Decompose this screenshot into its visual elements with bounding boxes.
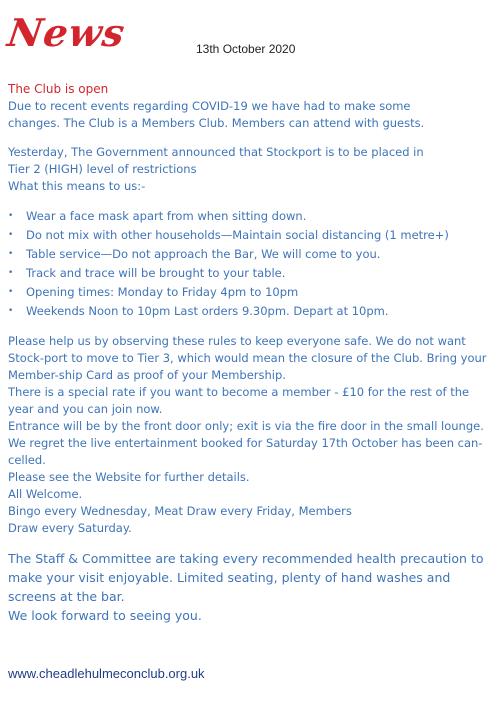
closing-paragraph: We look forward to seeing you.	[8, 608, 202, 623]
bullet-icon: •	[8, 268, 14, 278]
content	[8, 80, 494, 625]
list-item: • Table service—Do not approach the Bar, We will come to you.	[8, 245, 494, 264]
headline: The Club is open	[8, 82, 109, 96]
body-paragraph: Please see the Website for further details.	[8, 470, 250, 484]
announcement-line: What this means to us:-	[8, 179, 146, 193]
list-item: • Track and trace will be brought to your table.	[8, 264, 494, 283]
list-item: • Do not mix with other households—Maintain social distancing (1 metre+)	[8, 226, 494, 245]
intro-line: Due to recent events regarding COVID-19 we have had to make some	[8, 99, 411, 113]
bullet-icon: •	[8, 306, 14, 316]
bullet-icon: •	[8, 211, 14, 221]
body-paragraph: Bingo every Wednesday, Meat Draw every Friday, Members Draw every Saturday.	[8, 504, 352, 535]
date: 13th October 2020	[196, 42, 296, 56]
bullet-icon: •	[8, 287, 14, 297]
closing-paragraph: The Staff & Committee are taking every recommended health precaution to make your visit enjoyable. Limited seating, plenty of hand washes and screens at the bar.	[8, 551, 484, 604]
news-title: News	[4, 10, 129, 55]
website-link[interactable]: www.cheadlehulmeconclub.org.uk	[8, 666, 205, 681]
body-paragraph: We regret the live entertainment booked for Saturday 17th October has been can-celled.	[8, 436, 483, 467]
list-item: • Opening times: Monday to Friday 4pm to 10pm	[8, 283, 494, 302]
bullet-icon: •	[8, 230, 14, 240]
bullet-icon: •	[8, 249, 14, 259]
list-item: • Weekends Noon to 10pm Last orders 9.30pm. Depart at 10pm.	[8, 302, 494, 321]
list-item: • Wear a face mask apart from when sitting down.	[8, 207, 494, 226]
announcement-line: Tier 2 (HIGH) level of restrictions	[8, 162, 197, 176]
announcement-line: Yesterday, The Government announced that Stockport is to be placed in	[8, 145, 424, 159]
body-paragraph: Please help us by observing these rules to keep everyone safe. We do not want Stock-port to move to Tier 3, which would mean the closure of the Club. Bring your Member-ship Card as proof of your Membership.	[8, 334, 487, 382]
intro-line: changes. The Club is a Members Club. Members can attend with guests.	[8, 116, 425, 130]
body-paragraph: Entrance will be by the front door only; exit is via the fire door in the small lounge.	[8, 419, 484, 433]
body-paragraph: There is a special rate if you want to become a member - £10 for the rest of the year and you can join now.	[8, 385, 470, 416]
header	[4, 10, 488, 62]
restrictions-list	[8, 207, 494, 321]
body-paragraph: All Welcome.	[8, 487, 83, 501]
